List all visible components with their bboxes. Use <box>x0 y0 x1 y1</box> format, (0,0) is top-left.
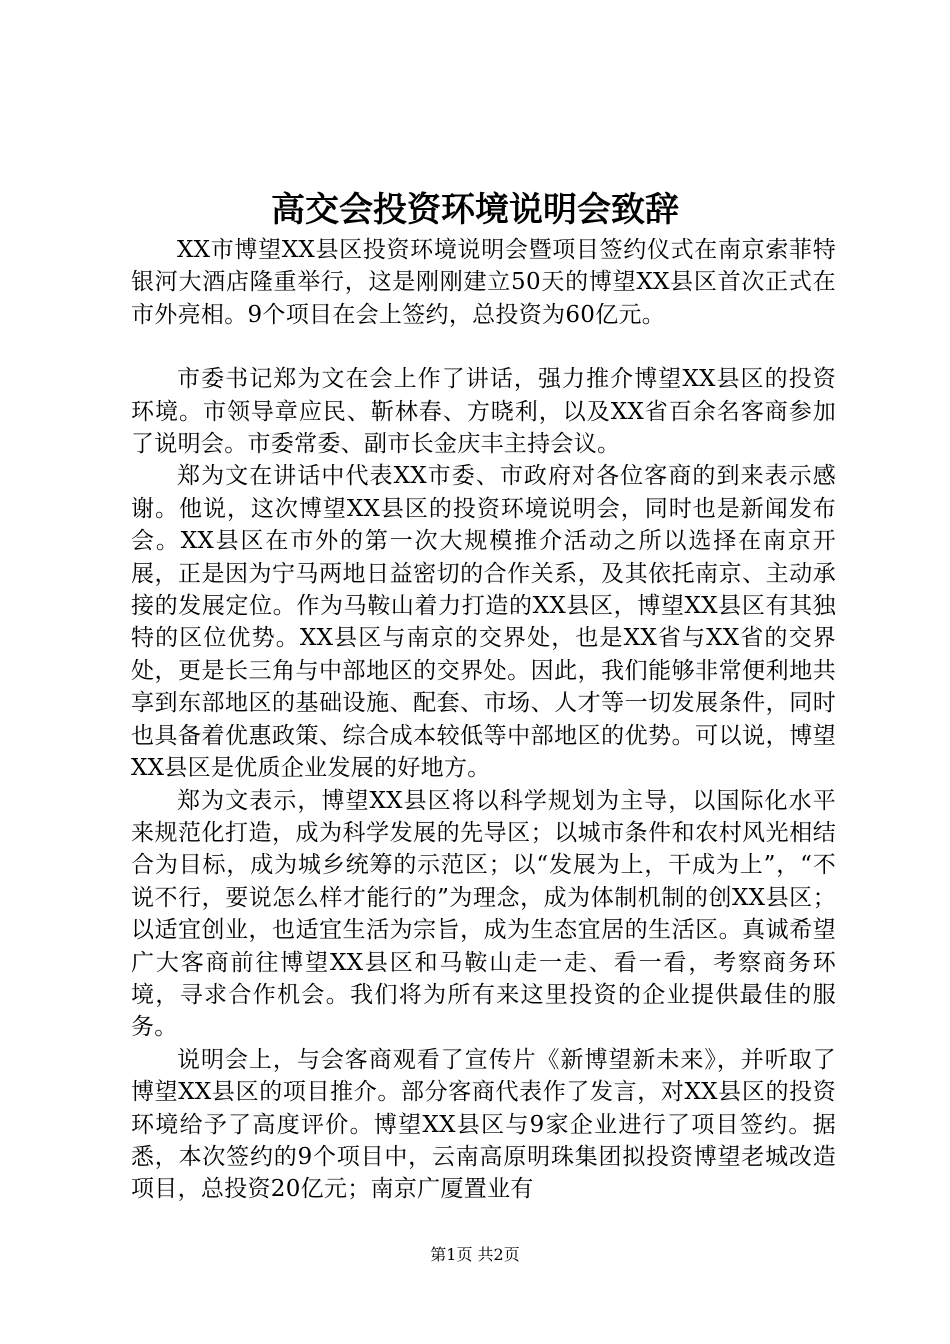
paragraph-4: 郑为文表示，博望XX县区将以科学规划为主导，以国际化水平来规范化打造，成为科学发展的先导区；以城市条件和农村风光相结合为目标，成为城乡统筹的示范区；以“发展为上，干成为上”，“不说不行，要说怎么样才能行的”为理念，成为体制机制的创XX县区；以适宜创业，也适宜生活为宗旨，成为生态宜居的生活区。真诚希望广大客商前往博望XX县区和马鞍山走一走、看一看，考察商务环境，寻求合作机会。我们将为所有来这里投资的企业提供最佳的服务。 <box>131 787 836 1041</box>
paragraph-2: 市委书记郑为文在会上作了讲话，强力推介博望XX县区的投资环境。市领导章应民、靳林春、方晓利，以及XX省百余名客商参加了说明会。市委常委、副市长金庆丰主持会议。 <box>131 366 836 458</box>
paragraph-5: 说明会上，与会客商观看了宣传片《新博望新未来》，并听取了博望XX县区的项目推介。部分客商代表作了发言，对XX县区的投资环境给予了高度评价。博望XX县区与9家企业进行了项目签约。据悉，本次签约的9个项目中，云南高原明珠集团拟投资博望老城改造项目，总投资20亿元；南京广厦置业有 <box>131 1046 836 1203</box>
paragraph-gap <box>131 331 836 363</box>
document-body <box>131 234 836 1206</box>
paragraph-1: XX市博望XX县区投资环境说明会暨项目签约仪式在南京索菲特银河大酒店隆重举行，这是刚刚建立50天的博望XX县区首次正式在市外亮相。9个项目在会上签约，总投资为60亿元。 <box>131 237 836 328</box>
page-footer: 第1页 共2页 <box>430 1245 520 1264</box>
paragraph-3: 郑为文在讲话中代表XX市委、市政府对各位客商的到来表示感谢。他说，这次博望XX县区的投资环境说明会，同时也是新闻发布会。XX县区在市外的第一次大规模推介活动之所以选择在南京开展，正是因为宁马两地日益密切的合作关系，及其依托南京、主动承接的发展定位。作为马鞍山着力打造的XX县区，博望XX县区有其独特的区位优势。XX县区与南京的交界处，也是XX省与XX省的交界处，更是长三角与中部地区的交界处。因此，我们能够非常便利地共享到东部地区的基础设施、配套、市场、人才等一切发展条件，同时也具备着优惠政策、综合成本较低等中部地区的优势。可以说，博望XX县区是优质企业发展的好地方。 <box>131 463 836 782</box>
document-title: 高交会投资环境说明会致辞 <box>271 190 679 230</box>
